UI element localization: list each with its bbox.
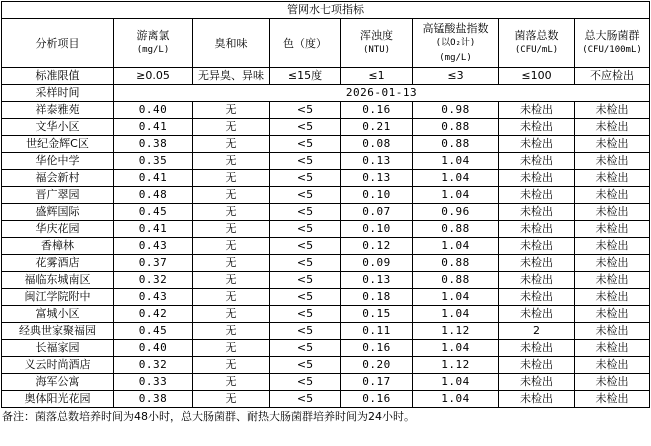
bacteria-value: 2 — [499, 323, 575, 340]
table-row — [2, 204, 650, 221]
site-name: 华伦中学 — [2, 153, 114, 170]
chlorine-value: 0.40 — [114, 340, 193, 357]
turbidity-value: 0.16 — [341, 391, 413, 408]
odor-value: 无 — [193, 136, 270, 153]
color-value: <5 — [270, 136, 341, 153]
coliform-value: 未检出 — [575, 306, 650, 323]
limit-turbidity: ≤1 — [341, 68, 413, 85]
report-page — [0, 1, 651, 446]
bacteria-value: 未检出 — [499, 119, 575, 136]
color-value: <5 — [270, 170, 341, 187]
coliform-value: 未检出 — [575, 187, 650, 204]
color-value: <5 — [270, 391, 341, 408]
site-name: 华庆花园 — [2, 221, 114, 238]
coliform-value: 未检出 — [575, 170, 650, 187]
chlorine-value: 0.33 — [114, 374, 193, 391]
odor-value: 无 — [193, 102, 270, 119]
header-row — [2, 19, 650, 68]
cod-value: 0.88 — [413, 136, 499, 153]
site-name: 盛辉国际 — [2, 204, 114, 221]
bacteria-value: 未检出 — [499, 102, 575, 119]
bacteria-value: 未检出 — [499, 221, 575, 238]
site-name: 富城小区 — [2, 306, 114, 323]
turbidity-value: 0.18 — [341, 289, 413, 306]
turbidity-value: 0.13 — [341, 272, 413, 289]
limit-odor: 无异臭、异味 — [193, 68, 270, 85]
site-name: 晋广翠园 — [2, 187, 114, 204]
bacteria-value: 未检出 — [499, 289, 575, 306]
color-value: <5 — [270, 272, 341, 289]
cod-value: 1.12 — [413, 357, 499, 374]
coliform-value: 未检出 — [575, 204, 650, 221]
title-row — [2, 2, 650, 19]
limit-color: ≤15度 — [270, 68, 341, 85]
odor-value: 无 — [193, 170, 270, 187]
turbidity-value: 0.20 — [341, 357, 413, 374]
cod-value: 1.12 — [413, 323, 499, 340]
chlorine-value: 0.35 — [114, 153, 193, 170]
odor-value: 无 — [193, 289, 270, 306]
turbidity-value: 0.11 — [341, 323, 413, 340]
bacteria-value: 未检出 — [499, 391, 575, 408]
bacteria-value: 未检出 — [499, 374, 575, 391]
coliform-value: 未检出 — [575, 374, 650, 391]
coliform-value: 未检出 — [575, 391, 650, 408]
table-row — [2, 306, 650, 323]
cod-value: 0.88 — [413, 119, 499, 136]
turbidity-value: 0.10 — [341, 221, 413, 238]
site-name: 福临东城南区 — [2, 272, 114, 289]
header-chlorine: 游离氯 (mg/L) — [114, 19, 193, 68]
sampling-row — [2, 85, 650, 102]
site-name: 香樟林 — [2, 238, 114, 255]
color-value: <5 — [270, 187, 341, 204]
chlorine-value: 0.37 — [114, 255, 193, 272]
turbidity-value: 0.13 — [341, 170, 413, 187]
limit-chlorine: ≥0.05 — [114, 68, 193, 85]
site-name: 闽江学院附中 — [2, 289, 114, 306]
chlorine-value: 0.43 — [114, 289, 193, 306]
cod-value: 1.04 — [413, 289, 499, 306]
turbidity-value: 0.21 — [341, 119, 413, 136]
bacteria-value: 未检出 — [499, 204, 575, 221]
site-name: 福会新村 — [2, 170, 114, 187]
color-value: <5 — [270, 306, 341, 323]
coliform-value: 未检出 — [575, 102, 650, 119]
bacteria-value: 未检出 — [499, 272, 575, 289]
bacteria-value: 未检出 — [499, 238, 575, 255]
site-name: 义云时尚酒店 — [2, 357, 114, 374]
water-quality-table — [1, 1, 650, 408]
chlorine-value: 0.38 — [114, 391, 193, 408]
chlorine-value: 0.45 — [114, 323, 193, 340]
color-value: <5 — [270, 374, 341, 391]
site-name: 祥泰雅苑 — [2, 102, 114, 119]
color-value: <5 — [270, 119, 341, 136]
table-row — [2, 391, 650, 408]
odor-value: 无 — [193, 255, 270, 272]
chlorine-value: 0.43 — [114, 238, 193, 255]
table-row — [2, 102, 650, 119]
bacteria-value: 未检出 — [499, 340, 575, 357]
bacteria-value: 未检出 — [499, 255, 575, 272]
odor-value: 无 — [193, 391, 270, 408]
turbidity-value: 0.15 — [341, 306, 413, 323]
color-value: <5 — [270, 255, 341, 272]
table-row — [2, 340, 650, 357]
odor-value: 无 — [193, 153, 270, 170]
cod-value: 1.04 — [413, 238, 499, 255]
bacteria-value: 未检出 — [499, 136, 575, 153]
turbidity-value: 0.16 — [341, 102, 413, 119]
cod-value: 1.04 — [413, 374, 499, 391]
color-value: <5 — [270, 340, 341, 357]
color-value: <5 — [270, 221, 341, 238]
table-row — [2, 170, 650, 187]
header-coliform: 总大肠菌群 (CFU/100mL) — [575, 19, 650, 68]
odor-value: 无 — [193, 119, 270, 136]
odor-value: 无 — [193, 357, 270, 374]
turbidity-value: 0.12 — [341, 238, 413, 255]
coliform-value: 未检出 — [575, 153, 650, 170]
turbidity-value: 0.10 — [341, 187, 413, 204]
cod-value: 1.04 — [413, 153, 499, 170]
cod-value: 1.04 — [413, 391, 499, 408]
bacteria-value: 未检出 — [499, 170, 575, 187]
color-value: <5 — [270, 238, 341, 255]
turbidity-value: 0.13 — [341, 153, 413, 170]
coliform-value: 未检出 — [575, 255, 650, 272]
cod-value: 1.04 — [413, 306, 499, 323]
table-row — [2, 187, 650, 204]
chlorine-value: 0.32 — [114, 272, 193, 289]
site-name: 文华小区 — [2, 119, 114, 136]
coliform-value: 未检出 — [575, 221, 650, 238]
chlorine-value: 0.48 — [114, 187, 193, 204]
chlorine-value: 0.32 — [114, 357, 193, 374]
site-name: 花雾酒店 — [2, 255, 114, 272]
limit-bacteria: ≤100 — [499, 68, 575, 85]
coliform-value: 未检出 — [575, 340, 650, 357]
table-row — [2, 255, 650, 272]
table-row — [2, 136, 650, 153]
coliform-value: 未检出 — [575, 119, 650, 136]
footnote: 备注：菌落总数培养时间为48小时，总大肠菌群、耐热大肠菌群培养时间为24小时。 — [2, 410, 415, 423]
odor-value: 无 — [193, 272, 270, 289]
cod-value: 1.04 — [413, 170, 499, 187]
coliform-value: 未检出 — [575, 238, 650, 255]
table-row — [2, 323, 650, 340]
chlorine-value: 0.41 — [114, 221, 193, 238]
chlorine-value: 0.42 — [114, 306, 193, 323]
odor-value: 无 — [193, 238, 270, 255]
cod-value: 0.88 — [413, 221, 499, 238]
chlorine-value: 0.41 — [114, 170, 193, 187]
table-row — [2, 289, 650, 306]
color-value: <5 — [270, 289, 341, 306]
cod-value: 1.04 — [413, 340, 499, 357]
color-value: <5 — [270, 153, 341, 170]
table-row — [2, 221, 650, 238]
header-turbidity: 浑浊度 (NTU) — [341, 19, 413, 68]
table-row — [2, 374, 650, 391]
odor-value: 无 — [193, 323, 270, 340]
cod-value: 0.88 — [413, 255, 499, 272]
bacteria-value: 未检出 — [499, 153, 575, 170]
header-bacteria: 菌落总数 (CFU/mL) — [499, 19, 575, 68]
turbidity-value: 0.16 — [341, 340, 413, 357]
site-name: 经典世家聚福园 — [2, 323, 114, 340]
odor-value: 无 — [193, 187, 270, 204]
coliform-value: 未检出 — [575, 289, 650, 306]
turbidity-value: 0.09 — [341, 255, 413, 272]
bacteria-value: 未检出 — [499, 306, 575, 323]
turbidity-value: 0.07 — [341, 204, 413, 221]
coliform-value: 未检出 — [575, 323, 650, 340]
site-name: 世纪金辉C区 — [2, 136, 114, 153]
cod-value: 0.88 — [413, 272, 499, 289]
cod-value: 1.04 — [413, 187, 499, 204]
bacteria-value: 未检出 — [499, 187, 575, 204]
chlorine-value: 0.40 — [114, 102, 193, 119]
chlorine-value: 0.38 — [114, 136, 193, 153]
color-value: <5 — [270, 323, 341, 340]
turbidity-value: 0.17 — [341, 374, 413, 391]
table-row — [2, 238, 650, 255]
odor-value: 无 — [193, 340, 270, 357]
bacteria-value: 未检出 — [499, 357, 575, 374]
sampling-label: 采样时间 — [2, 85, 114, 102]
color-value: <5 — [270, 357, 341, 374]
table-row — [2, 357, 650, 374]
odor-value: 无 — [193, 221, 270, 238]
table-row — [2, 119, 650, 136]
limit-row — [2, 68, 650, 85]
header-cod: 高锰酸盐指数 (以O₂计) (mg/L) — [413, 19, 499, 68]
table-row — [2, 153, 650, 170]
sampling-date: 2026-01-13 — [114, 85, 650, 102]
cod-value: 0.96 — [413, 204, 499, 221]
site-name: 海军公寓 — [2, 374, 114, 391]
header-color: 色（度） — [270, 19, 341, 68]
site-name: 长福家园 — [2, 340, 114, 357]
cod-value: 0.98 — [413, 102, 499, 119]
odor-value: 无 — [193, 306, 270, 323]
coliform-value: 未检出 — [575, 136, 650, 153]
turbidity-value: 0.08 — [341, 136, 413, 153]
header-odor: 臭和味 — [193, 19, 270, 68]
chlorine-value: 0.45 — [114, 204, 193, 221]
limit-coliform: 不应检出 — [575, 68, 650, 85]
color-value: <5 — [270, 102, 341, 119]
limit-cod: ≤3 — [413, 68, 499, 85]
odor-value: 无 — [193, 374, 270, 391]
limit-label: 标准限值 — [2, 68, 114, 85]
coliform-value: 未检出 — [575, 272, 650, 289]
chlorine-value: 0.41 — [114, 119, 193, 136]
table-row — [2, 272, 650, 289]
color-value: <5 — [270, 204, 341, 221]
coliform-value: 未检出 — [575, 357, 650, 374]
table-title: 管网水七项指标 — [2, 2, 650, 19]
odor-value: 无 — [193, 204, 270, 221]
site-name: 奥体阳光花园 — [2, 391, 114, 408]
header-item: 分析项目 — [2, 19, 114, 68]
